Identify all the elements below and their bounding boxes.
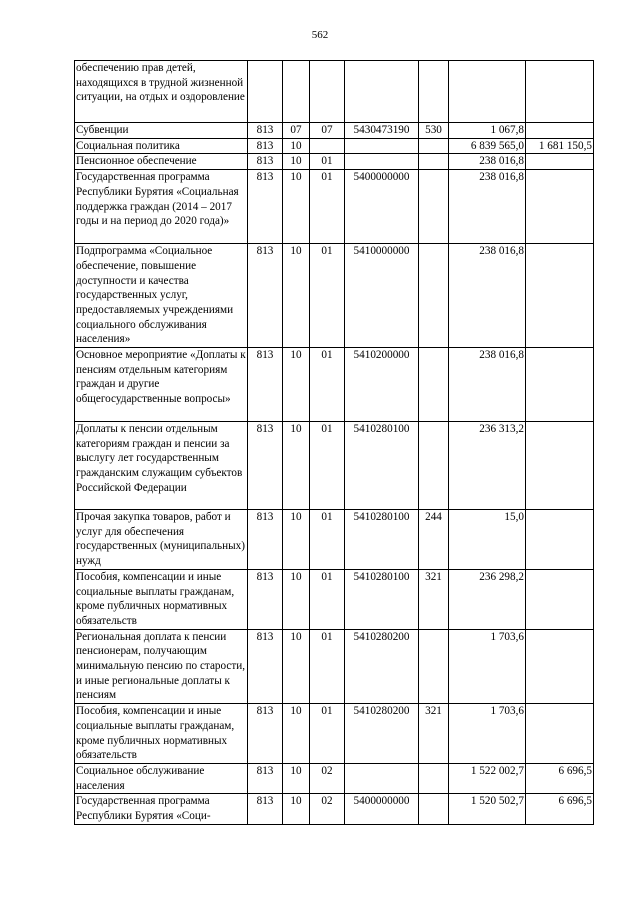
cell-pr — [310, 138, 345, 154]
cell-pr — [310, 61, 345, 123]
table-row — [75, 154, 594, 170]
cell-amount-2 — [526, 629, 594, 704]
cell-amount: 1 703,6 — [449, 629, 526, 704]
table-row — [75, 123, 594, 139]
cell-name: Государственная программа Республики Бурятия «Социальная поддержка граждан (2014 – 2017 годы и на период до 2020 года)» — [75, 170, 248, 244]
cell-csr — [345, 61, 419, 123]
cell-name: Подпрограмма «Социальное обеспечение, повышение доступности и качества государственных услуг, предоставляемых учреждениями социального обслуживания населения» — [75, 244, 248, 348]
cell-rz: 07 — [283, 123, 310, 139]
cell-amount: 238 016,8 — [449, 348, 526, 422]
cell-name: Пенсионное обеспечение — [75, 154, 248, 170]
cell-amount: 236 313,2 — [449, 422, 526, 510]
cell-name: Региональная доплата к пенсии пенсионерам, получающим минимальную пенсию по старости, и иные региональные доплаты к пенсиям — [75, 629, 248, 704]
table-body — [75, 61, 594, 825]
cell-rz: 10 — [283, 704, 310, 764]
cell-amount-2 — [526, 61, 594, 123]
cell-vr: 321 — [419, 569, 449, 629]
cell-amount: 1 520 502,7 — [449, 794, 526, 824]
cell-pr: 01 — [310, 348, 345, 422]
cell-pr: 01 — [310, 244, 345, 348]
cell-rz — [283, 61, 310, 123]
cell-ved: 813 — [248, 348, 283, 422]
cell-rz: 10 — [283, 138, 310, 154]
cell-amount: 238 016,8 — [449, 154, 526, 170]
cell-ved — [248, 61, 283, 123]
table-row — [75, 629, 594, 704]
cell-ved: 813 — [248, 170, 283, 244]
cell-amount-2 — [526, 123, 594, 139]
table-row — [75, 763, 594, 793]
cell-rz: 10 — [283, 154, 310, 170]
cell-csr — [345, 154, 419, 170]
cell-amount-2 — [526, 569, 594, 629]
table-row — [75, 61, 594, 123]
cell-csr: 5410000000 — [345, 244, 419, 348]
cell-vr — [419, 763, 449, 793]
cell-amount: 238 016,8 — [449, 244, 526, 348]
table-row — [75, 510, 594, 570]
cell-amount-2 — [526, 422, 594, 510]
cell-name: Основное мероприятие «Доплаты к пенсиям отдельным категориям граждан и другие общегосударственные вопросы» — [75, 348, 248, 422]
cell-pr: 01 — [310, 154, 345, 170]
cell-vr — [419, 348, 449, 422]
cell-csr — [345, 763, 419, 793]
cell-amount-2 — [526, 170, 594, 244]
cell-ved: 813 — [248, 569, 283, 629]
cell-csr: 5410280100 — [345, 569, 419, 629]
cell-ved: 813 — [248, 510, 283, 570]
cell-vr — [419, 61, 449, 123]
table-row — [75, 704, 594, 764]
cell-vr — [419, 629, 449, 704]
cell-rz: 10 — [283, 629, 310, 704]
cell-amount-2: 6 696,5 — [526, 794, 594, 824]
cell-rz: 10 — [283, 348, 310, 422]
cell-vr: 530 — [419, 123, 449, 139]
table-row — [75, 348, 594, 422]
cell-vr: 244 — [419, 510, 449, 570]
cell-rz: 10 — [283, 422, 310, 510]
page-number: 562 — [311, 29, 329, 41]
cell-name: Социальная политика — [75, 138, 248, 154]
cell-amount: 236 298,2 — [449, 569, 526, 629]
cell-csr: 5400000000 — [345, 170, 419, 244]
cell-amount-2: 1 681 150,5 — [526, 138, 594, 154]
cell-rz: 10 — [283, 244, 310, 348]
cell-name: Пособия, компенсации и иные социальные выплаты гражданам, кроме публичных нормативных обязательств — [75, 704, 248, 764]
cell-vr — [419, 244, 449, 348]
cell-csr: 5410280200 — [345, 704, 419, 764]
cell-amount: 6 839 565,0 — [449, 138, 526, 154]
cell-pr: 01 — [310, 569, 345, 629]
budget-table — [74, 60, 594, 825]
cell-vr — [419, 154, 449, 170]
cell-vr: 321 — [419, 704, 449, 764]
table-row — [75, 794, 594, 824]
cell-amount: 1 067,8 — [449, 123, 526, 139]
cell-vr — [419, 170, 449, 244]
cell-csr: 5430473190 — [345, 123, 419, 139]
table-row — [75, 244, 594, 348]
cell-pr: 01 — [310, 704, 345, 764]
cell-pr: 02 — [310, 763, 345, 793]
cell-ved: 813 — [248, 704, 283, 764]
cell-pr: 01 — [310, 629, 345, 704]
cell-rz: 10 — [283, 510, 310, 570]
cell-csr: 5400000000 — [345, 794, 419, 824]
cell-rz: 10 — [283, 794, 310, 824]
cell-ved: 813 — [248, 422, 283, 510]
cell-ved: 813 — [248, 123, 283, 139]
cell-name: Социальное обслуживание населения — [75, 763, 248, 793]
cell-pr: 07 — [310, 123, 345, 139]
cell-ved: 813 — [248, 629, 283, 704]
cell-ved: 813 — [248, 763, 283, 793]
cell-amount-2 — [526, 348, 594, 422]
cell-rz: 10 — [283, 569, 310, 629]
cell-amount: 238 016,8 — [449, 170, 526, 244]
cell-csr: 5410280200 — [345, 629, 419, 704]
cell-name: обеспечению прав детей, находящихся в трудной жизненной ситуации, на отдых и оздоровление — [75, 61, 248, 123]
cell-amount: 1 522 002,7 — [449, 763, 526, 793]
cell-csr: 5410280100 — [345, 422, 419, 510]
cell-name: Доплаты к пенсии отдельным категориям граждан и пенсии за выслугу лет государственным гражданским служащим субъектов Российской Федерации — [75, 422, 248, 510]
cell-name: Государственная программа Республики Бурятия «Соци- — [75, 794, 248, 824]
cell-ved: 813 — [248, 794, 283, 824]
cell-rz: 10 — [283, 170, 310, 244]
cell-ved: 813 — [248, 244, 283, 348]
cell-amount — [449, 61, 526, 123]
table-row — [75, 569, 594, 629]
cell-amount: 1 703,6 — [449, 704, 526, 764]
table-row — [75, 170, 594, 244]
cell-amount: 15,0 — [449, 510, 526, 570]
cell-ved: 813 — [248, 154, 283, 170]
cell-amount-2 — [526, 154, 594, 170]
table-row — [75, 422, 594, 510]
cell-vr — [419, 138, 449, 154]
cell-csr: 5410280100 — [345, 510, 419, 570]
cell-csr — [345, 138, 419, 154]
cell-amount-2 — [526, 510, 594, 570]
cell-name: Пособия, компенсации и иные социальные выплаты гражданам, кроме публичных нормативных обязательств — [75, 569, 248, 629]
cell-pr: 01 — [310, 510, 345, 570]
cell-vr — [419, 794, 449, 824]
cell-amount-2: 6 696,5 — [526, 763, 594, 793]
cell-name: Субвенции — [75, 123, 248, 139]
cell-pr: 02 — [310, 794, 345, 824]
cell-pr: 01 — [310, 170, 345, 244]
cell-amount-2 — [526, 704, 594, 764]
cell-pr: 01 — [310, 422, 345, 510]
cell-name: Прочая закупка товаров, работ и услуг для обеспечения государственных (муниципальных) нужд — [75, 510, 248, 570]
table-row — [75, 138, 594, 154]
cell-vr — [419, 422, 449, 510]
cell-csr: 5410200000 — [345, 348, 419, 422]
cell-amount-2 — [526, 244, 594, 348]
cell-rz: 10 — [283, 763, 310, 793]
cell-ved: 813 — [248, 138, 283, 154]
